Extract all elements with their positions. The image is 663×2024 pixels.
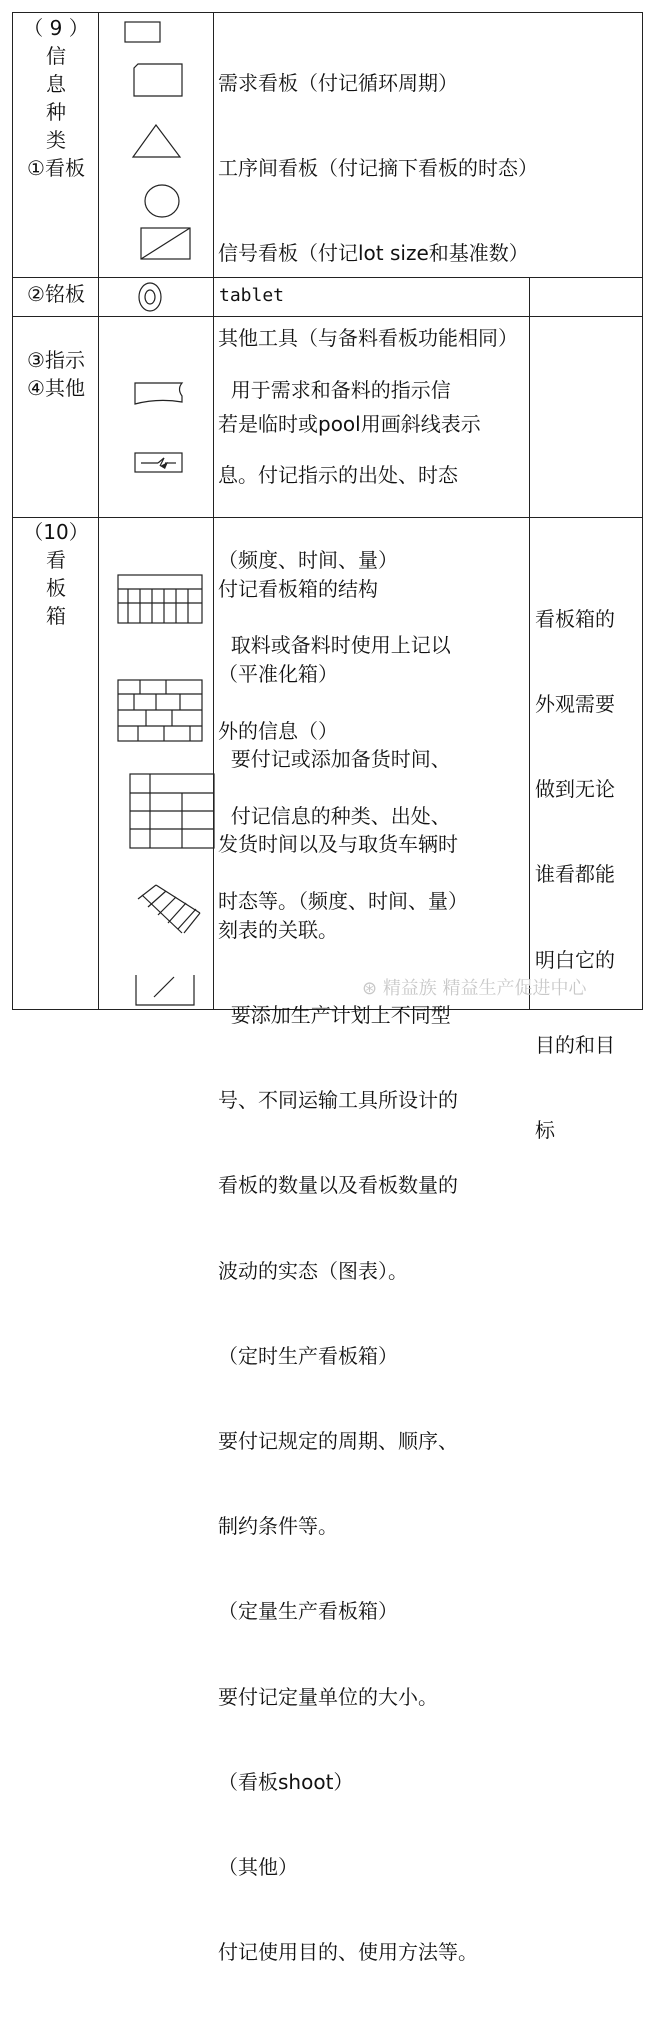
- instruction-text-line: 用于需求和备料的指示信: [218, 377, 451, 402]
- slashed-rectangle-icon: [141, 228, 190, 259]
- row10-text-line: （定量生产看板箱）: [218, 1599, 398, 1624]
- row10-symbols: [98, 517, 213, 1009]
- row10-note: [535, 548, 615, 1201]
- row10-text-line: 要付记规定的周期、顺序、: [218, 1429, 458, 1453]
- row9-label-line: （ 9 ）: [23, 16, 89, 40]
- row10-text-line: 看板的数量以及看板数量的: [218, 1173, 458, 1198]
- row9-label-line: ①看板: [27, 156, 85, 180]
- row10-note-line: 目的和目: [535, 1032, 615, 1057]
- row10-text-line: （看板shoot）: [218, 1769, 354, 1794]
- row10-text-line: 要添加生产计划上不同型: [218, 1002, 451, 1027]
- column-divider: [213, 12, 214, 1010]
- arrow-box-icon: [135, 453, 182, 472]
- double-ring-icon: [139, 283, 161, 311]
- plate-row-text: tablet: [219, 285, 285, 306]
- leveling-box-icon: [118, 575, 202, 623]
- chute-icon: [138, 885, 200, 933]
- row10-text-line: 号、不同运输工具所设计的: [218, 1088, 458, 1113]
- watermark-text: 精益族 精益生产促进中心: [382, 978, 587, 999]
- row10-note-line: 谁看都能: [535, 862, 615, 887]
- cut-corner-rectangle-icon: [134, 64, 182, 96]
- row10-text-line: 付记使用目的、使用方法等。: [218, 1940, 478, 1965]
- kanban-symbol-table: [12, 12, 643, 1965]
- row10-text-line: 要付记定量单位的大小。: [218, 1684, 438, 1709]
- instruction-text-line: 付记信息的种类、出处、: [218, 803, 451, 828]
- row9-text-line: 需求看板（付记循环周期）: [218, 70, 458, 95]
- instruction-text-line: 息。付记指示的出处、时态: [218, 463, 458, 488]
- row10-note-line: 明白它的: [535, 947, 615, 972]
- row9-label-line: 类: [46, 128, 66, 152]
- instruction-text-line: 取料或备料时使用上记以: [218, 633, 451, 658]
- row10-text-line: 波动的实态（图表）。: [218, 1258, 408, 1283]
- timed-box-icon: [118, 680, 202, 741]
- row9-label-line: 种: [46, 100, 66, 124]
- row9-symbols: [98, 12, 213, 277]
- instruction-label-line: ④其他: [27, 376, 85, 400]
- row10-label-line: 看: [46, 548, 66, 572]
- row9-text-line: 信号看板（付记lot size和基准数）: [218, 241, 529, 266]
- row10-text-line: 付记看板箱的结构: [218, 576, 378, 601]
- triangle-icon: [133, 125, 180, 157]
- rectangle-icon: [125, 22, 160, 42]
- row10-label: [14, 518, 98, 630]
- circle-icon: [145, 185, 179, 217]
- document-icon: [135, 383, 182, 404]
- table-border-left: [12, 12, 13, 1010]
- instruction-text-line: 外的信息（）: [218, 718, 338, 743]
- row10-text-line: （定时生产看板箱）: [218, 1343, 398, 1368]
- table-border-right: [642, 12, 643, 1010]
- column-divider: [529, 517, 530, 1010]
- row9-label: [14, 14, 98, 182]
- row10-label-line: 箱: [46, 604, 66, 628]
- row10-text-line: （其他）: [218, 1855, 298, 1880]
- row10-note-line: 标: [535, 1118, 555, 1143]
- row10-text-line: 制约条件等。: [218, 1514, 338, 1539]
- watermark-logo-icon: ⊛: [362, 978, 383, 999]
- row10-label-line: （10）: [23, 520, 89, 544]
- instruction-text-line: （频度、时间、量）: [218, 548, 398, 573]
- watermark: [362, 974, 587, 1000]
- row10-note-line: 外观需要: [535, 692, 615, 717]
- row10-label-line: 板: [46, 576, 66, 600]
- row10-text: [218, 518, 478, 2024]
- instruction-row-label: [14, 346, 98, 402]
- row9-label-line: 信: [46, 44, 66, 68]
- instruction-label-line: ③指示: [27, 348, 85, 372]
- row10-note-line: 做到无论: [535, 777, 615, 802]
- row10-text-line: 发货时间以及与取货车辆时: [218, 832, 458, 857]
- instruction-text-line: 时态等。（频度、时间、量）: [218, 889, 468, 914]
- instruction-row-symbols: [98, 316, 213, 517]
- row9-text-line: 若是临时或pool用画斜线表示: [218, 411, 481, 436]
- row10-text-line: 要付记或添加备货时间、: [218, 747, 451, 772]
- other-box-icon: [136, 975, 194, 1005]
- plate-row-label: ②铭板: [27, 282, 85, 306]
- plate-row-symbols: [98, 277, 213, 316]
- row10-note-line: 看板箱的: [535, 606, 615, 631]
- row9-text-line: 工序间看板（付记摘下看板的时态）: [218, 156, 538, 181]
- row10-text-line: （平准化箱）: [218, 662, 338, 687]
- quantity-box-icon: [130, 774, 214, 848]
- row9-label-line: 息: [46, 72, 66, 96]
- row10-text-line: 刻表的关联。: [218, 917, 338, 942]
- row9-text-line: 其他工具（与备料看板功能相同）: [218, 326, 518, 351]
